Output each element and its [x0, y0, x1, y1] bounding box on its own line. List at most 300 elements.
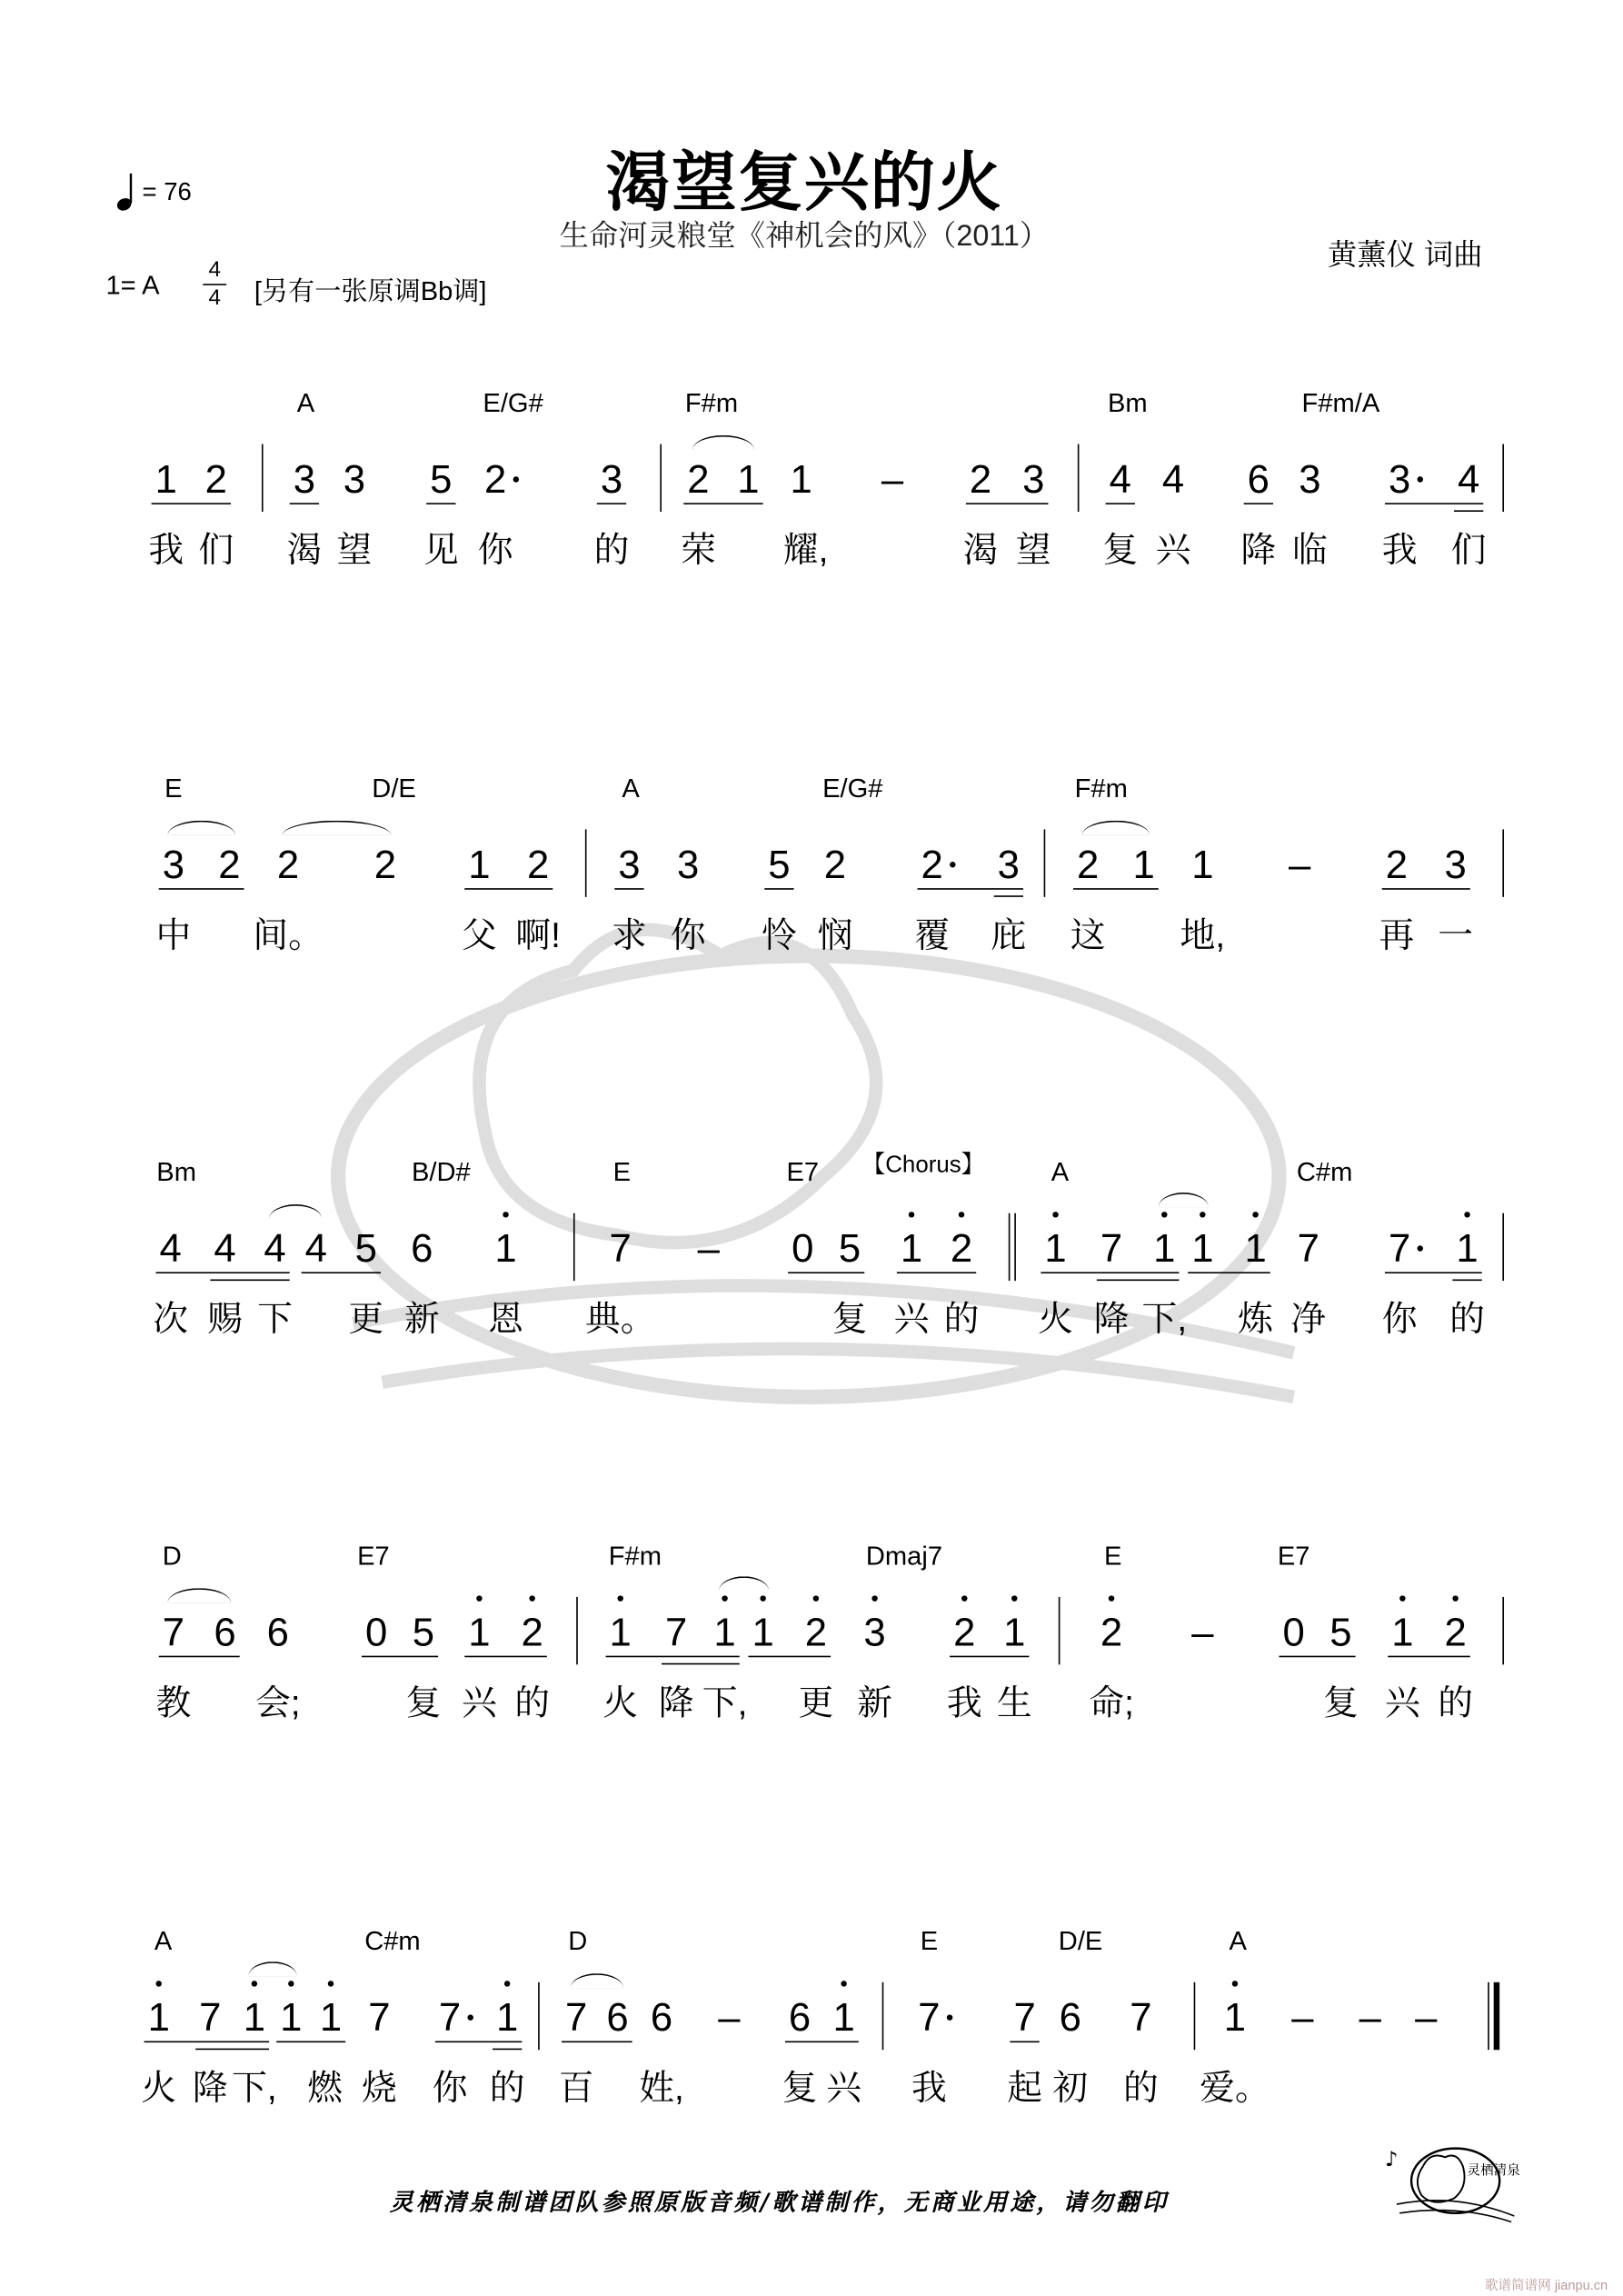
note: 7	[565, 1995, 588, 2040]
tie-arc	[167, 1588, 231, 1602]
underline-beam	[152, 503, 231, 504]
underline-beam	[276, 2041, 345, 2043]
augmentation-dot	[947, 2014, 952, 2020]
note: 0	[364, 1610, 388, 1655]
song-title: 渴望复兴的火	[605, 146, 1003, 220]
note: 1	[1223, 1995, 1247, 2040]
lyric-syllable: 教	[155, 1683, 192, 1724]
lyric-syllable: 会;	[254, 1683, 301, 1724]
tie-arc	[1082, 821, 1150, 835]
lyric-syllable: 的	[593, 531, 630, 571]
dash-extension: –	[1288, 842, 1311, 887]
note: 4	[159, 1226, 182, 1271]
lyric-syllable: 父	[461, 915, 497, 956]
lyric-syllable: 的	[489, 2069, 525, 2109]
note: 2	[969, 457, 992, 502]
lyric-syllable: 降	[1093, 1300, 1130, 1340]
note: 3	[162, 842, 185, 887]
note: 1	[713, 1610, 736, 1655]
lyric-syllable: 中	[155, 915, 192, 956]
key-note: [另有一张原调Bb调]	[254, 276, 487, 306]
note: 7	[368, 1995, 391, 2040]
barline	[1078, 444, 1080, 512]
lyric-syllable: 望	[1015, 531, 1051, 571]
lyric-syllable: 一	[1438, 915, 1474, 956]
note: 2	[1077, 842, 1100, 887]
note: 1	[495, 1995, 519, 2040]
note: 2	[218, 842, 241, 887]
note: 6	[1059, 1995, 1081, 2040]
note: 6	[411, 1226, 433, 1271]
double-barline	[1014, 1213, 1016, 1281]
time-signature-top: 4	[208, 257, 221, 283]
note: 2	[804, 1610, 828, 1655]
lyric-syllable: 初	[1052, 2069, 1089, 2109]
high-octave-dot	[288, 1981, 294, 1986]
underline-beam	[614, 888, 643, 890]
barline	[1502, 1213, 1504, 1281]
lyric-syllable: 兴	[461, 1683, 497, 1724]
high-octave-dot	[871, 1595, 877, 1601]
high-octave-dot	[813, 1595, 819, 1601]
augmentation-dot	[1418, 476, 1423, 482]
lyric-syllable: 啊!	[515, 915, 561, 956]
chord-symbol: D/E	[1058, 1926, 1103, 1956]
underline-beam	[1073, 888, 1159, 890]
underline-beam	[950, 1656, 1029, 1658]
chord-symbol: D	[568, 1926, 588, 1956]
note: 4	[1458, 457, 1480, 502]
note: 2	[1444, 1610, 1467, 1655]
barline	[1044, 829, 1046, 896]
lyric-syllable: 我	[1381, 531, 1418, 571]
note: 2	[823, 842, 847, 887]
note: 2	[1100, 1610, 1123, 1655]
site-watermark: 歌谱简谱网 jianpu.cn	[1484, 2277, 1608, 2293]
logo-text: 灵栖清泉	[1467, 2162, 1520, 2179]
dash-extension: –	[718, 1995, 741, 2040]
underline-beam	[435, 2041, 522, 2043]
note: 6	[266, 1610, 289, 1655]
lyric-syllable: 恩	[488, 1300, 523, 1340]
note: 3	[997, 842, 1020, 887]
lyric-syllable: 净	[1290, 1300, 1327, 1340]
lyric-syllable: 爱。	[1200, 2069, 1270, 2109]
underline-beam	[764, 888, 793, 890]
underline-beam	[1385, 503, 1483, 504]
chord-symbol: D	[162, 1541, 182, 1571]
tempo-marking	[115, 171, 192, 215]
dash-extension: –	[1191, 1610, 1214, 1655]
lyric-syllable: 你	[432, 2069, 468, 2109]
lyric-syllable: 降	[1240, 531, 1277, 571]
high-octave-dot	[476, 1595, 482, 1601]
barline	[1502, 444, 1504, 512]
lyric-syllable: 荣	[681, 531, 716, 571]
underline-beam	[785, 2041, 859, 2043]
lyric-syllable: 见	[423, 531, 459, 571]
augmentation-dot	[950, 862, 955, 867]
barline	[538, 1982, 540, 2050]
barline	[585, 829, 587, 896]
section-label: 【Chorus】	[861, 1153, 985, 1178]
note: 2	[921, 842, 943, 887]
lyric-syllable: 复	[405, 1683, 442, 1724]
note: 1	[468, 842, 491, 887]
high-octave-dot	[909, 1212, 914, 1217]
lyric-syllable: 烧	[361, 2069, 397, 2109]
high-octave-dot	[155, 1981, 161, 1986]
final-barline	[1488, 1982, 1489, 2050]
chord-symbol: E	[612, 1157, 632, 1187]
note: 3	[343, 457, 366, 502]
underline-beam	[1385, 1272, 1482, 1273]
lyric-syllable: 我	[911, 2069, 947, 2109]
lyric-syllable: 我	[946, 1683, 982, 1724]
underline-beam	[159, 1656, 240, 1658]
underline-beam	[788, 1272, 864, 1273]
chord-symbol: A	[622, 773, 640, 804]
lyric-syllable: 望	[336, 531, 373, 571]
note: 7	[1130, 1995, 1152, 2040]
chord-symbol: E7	[357, 1541, 390, 1571]
high-octave-dot	[328, 1981, 334, 1986]
dash-extension: –	[697, 1226, 720, 1271]
lyric-syllable: 炼	[1238, 1300, 1274, 1340]
note: 2	[1385, 842, 1409, 887]
note: 1	[147, 1995, 170, 2040]
high-octave-dot	[841, 1981, 846, 1986]
lyric-syllable: 火	[602, 1683, 639, 1724]
song-source: 生命河灵粮堂《神机会的风》（2011）	[559, 220, 1050, 254]
underline-beam	[1041, 1272, 1179, 1273]
note: 2	[484, 457, 507, 502]
lyric-syllable: 渴	[286, 531, 323, 571]
note: 2	[373, 842, 397, 887]
tie-arc	[248, 1962, 296, 1976]
underline-beam	[302, 1272, 381, 1273]
note: 6	[606, 1995, 629, 2040]
lyric-syllable: 火	[141, 2069, 177, 2109]
chord-symbol: A	[296, 388, 315, 418]
note: 2	[953, 1610, 976, 1655]
note: 5	[412, 1610, 435, 1655]
barline	[1194, 1982, 1196, 2050]
high-octave-dot	[1109, 1595, 1114, 1601]
lyric-syllable: 的	[943, 1300, 980, 1340]
lyric-syllable: 兴	[893, 1300, 930, 1340]
high-octave-dot	[617, 1595, 622, 1601]
note: 6	[214, 1610, 236, 1655]
dash-extension: –	[881, 457, 904, 502]
note: 1	[468, 1610, 491, 1655]
lyric-syllable: 姓,	[639, 2069, 684, 2109]
note: 3	[618, 842, 641, 887]
double-barline	[1009, 1213, 1011, 1281]
copyright-notice: 灵栖清泉制谱团队参照原版音频/歌谱制作，无商业用途，请勿翻印	[389, 2188, 1170, 2217]
chord-symbol: F#m/A	[1301, 388, 1380, 418]
tie-arc	[571, 1973, 623, 1988]
chord-symbol: E/G#	[483, 388, 543, 418]
note: 1	[1044, 1226, 1067, 1271]
note: 3	[1022, 457, 1045, 502]
underline-beam	[210, 1279, 289, 1281]
lyric-syllable: 新	[403, 1300, 440, 1340]
barline	[1059, 1597, 1060, 1664]
augmentation-dot	[1418, 1245, 1423, 1251]
note: 3	[1299, 457, 1321, 502]
note: 6	[788, 1995, 812, 2040]
underline-beam	[195, 2049, 269, 2051]
chord-symbol: F#m	[608, 1541, 662, 1571]
high-octave-dot	[503, 1212, 508, 1217]
note: 6	[1247, 457, 1270, 502]
note: 2	[526, 842, 550, 887]
underline-beam	[1106, 503, 1135, 504]
underline-beam	[597, 503, 626, 504]
note: 2	[204, 457, 227, 502]
note: 1	[1153, 1226, 1176, 1271]
note: 6	[650, 1995, 673, 2040]
note: 5	[430, 457, 453, 502]
chord-symbol: A	[1050, 1157, 1070, 1187]
underline-beam	[897, 1272, 976, 1273]
note: 1	[280, 1995, 303, 2040]
note: 2	[950, 1226, 973, 1271]
lyric-syllable: 求	[612, 915, 647, 956]
chord-symbol: Dmaj7	[865, 1541, 943, 1571]
chord-symbol: D/E	[372, 773, 416, 804]
note: 3	[676, 842, 700, 887]
lyric-syllable: 怜	[762, 915, 797, 956]
note: 5	[768, 842, 791, 887]
lyric-syllable: 复	[1323, 1683, 1359, 1724]
lyric-syllable: 再	[1379, 915, 1415, 956]
high-octave-dot	[1252, 1212, 1258, 1217]
underline-beam	[1452, 1279, 1481, 1281]
underline-beam	[290, 503, 319, 504]
chord-symbol: E	[1103, 1541, 1122, 1571]
note: 7	[609, 1226, 632, 1271]
chord-symbol: B/D#	[411, 1157, 471, 1187]
lyric-syllable: 你	[477, 531, 513, 571]
lyric-syllable: 降	[192, 2069, 228, 2109]
note: 5	[1329, 1610, 1352, 1655]
barline	[262, 444, 264, 512]
tie-arc	[719, 1576, 769, 1591]
chord-symbol: F#m	[1074, 773, 1128, 804]
barline	[576, 1597, 578, 1664]
lyric-syllable: 下	[257, 1300, 293, 1340]
lyric-syllable: 临	[1292, 531, 1328, 571]
underline-beam	[426, 503, 455, 504]
chord-symbol: A	[1229, 1926, 1247, 1956]
lyric-syllable: 兴	[1384, 1683, 1420, 1724]
lyric-syllable: 兴	[1155, 531, 1191, 571]
note: 7	[162, 1610, 185, 1655]
note: 3	[293, 457, 316, 502]
lyric-syllable: 的	[1449, 1300, 1485, 1340]
chord-symbol: E7	[1277, 1541, 1310, 1571]
underline-beam	[662, 1663, 740, 1665]
lyric-syllable: 这	[1070, 915, 1106, 956]
tempo-value: = 76	[142, 177, 192, 206]
underline-beam	[1388, 1656, 1470, 1658]
high-octave-dot	[1399, 1595, 1405, 1601]
svg-text:♪: ♪	[1384, 2148, 1399, 2172]
lyric-syllable: 地,	[1180, 915, 1226, 956]
note: 5	[838, 1226, 861, 1271]
underline-beam	[1244, 503, 1273, 504]
note: 1	[1191, 1226, 1214, 1271]
chord-symbol: Bm	[1108, 388, 1148, 418]
chord-symbol: A	[154, 1926, 173, 1956]
lyric-syllable: 典。	[584, 1300, 656, 1340]
tie-arc	[283, 821, 392, 835]
high-octave-dot	[1052, 1212, 1058, 1217]
lyric-syllable: 耀,	[782, 531, 829, 571]
lyric-syllable: 覆	[914, 915, 951, 956]
underline-beam	[155, 1272, 289, 1273]
lyric-syllable: 新	[857, 1683, 893, 1724]
time-signature	[203, 259, 226, 311]
lingqi-logo-icon	[1382, 2140, 1522, 2228]
lyric-syllable: 命;	[1089, 1683, 1134, 1724]
lyric-syllable: 们	[198, 531, 234, 571]
underline-beam	[362, 1656, 438, 1658]
lyric-syllable: 燃	[307, 2069, 343, 2109]
note: 2	[521, 1610, 543, 1655]
note: 3	[600, 457, 623, 502]
high-octave-dot	[1232, 1981, 1238, 1986]
note: 4	[264, 1226, 286, 1271]
lyric-syllable: 下,	[232, 2069, 277, 2109]
lyric-syllable: 间。	[253, 915, 324, 956]
key-signature: 1= A	[105, 270, 160, 301]
note: 1	[790, 457, 812, 502]
underline-beam	[1279, 1656, 1355, 1658]
barline	[573, 1213, 575, 1281]
lyric-syllable: 复	[1102, 531, 1139, 571]
note: 1	[1132, 842, 1155, 887]
lyric-syllable: 生	[996, 1683, 1032, 1724]
lyric-syllable: 下,	[1141, 1300, 1188, 1340]
underline-beam	[994, 895, 1023, 897]
note: 1	[1003, 1610, 1026, 1655]
dash-extension: –	[1291, 1995, 1314, 2040]
dash-extension: –	[1415, 1995, 1438, 2040]
note: 1	[832, 1995, 855, 2040]
underline-beam	[748, 1656, 831, 1658]
underline-beam	[144, 2041, 270, 2043]
high-octave-dot	[1464, 1212, 1469, 1217]
lyric-syllable: 悯	[817, 915, 853, 956]
note: 1	[1391, 1610, 1414, 1655]
note: 7	[1297, 1226, 1320, 1271]
underline-beam	[1188, 1272, 1270, 1273]
lyric-syllable: 的	[1438, 1683, 1474, 1724]
note: 7	[1388, 1226, 1411, 1271]
tie-arc	[269, 1204, 322, 1219]
high-octave-dot	[1011, 1595, 1017, 1601]
high-octave-dot	[959, 1212, 964, 1217]
note: 1	[1191, 842, 1214, 887]
lyric-syllable: 你	[1381, 1300, 1418, 1340]
chord-symbol: C#m	[364, 1926, 421, 1956]
lyric-syllable: 降	[658, 1683, 694, 1724]
lyric-syllable: 庇	[991, 915, 1027, 956]
barline	[882, 1982, 884, 2050]
note: 1	[154, 457, 177, 502]
barline	[1502, 829, 1504, 896]
note: 7	[438, 1995, 462, 2040]
chord-symbol: C#m	[1296, 1157, 1353, 1187]
lyric-syllable: 赐	[207, 1300, 243, 1340]
note: 1	[243, 1995, 266, 2040]
note: 7	[1100, 1226, 1123, 1271]
lyric-syllable: 的	[1122, 2069, 1159, 2109]
underline-beam	[1382, 888, 1470, 890]
underline-beam	[918, 888, 1023, 890]
underline-beam	[606, 1656, 740, 1658]
lyric-syllable: 我	[148, 531, 184, 571]
lyric-syllable: 百	[558, 2069, 594, 2109]
note: 1	[319, 1995, 343, 2040]
underline-beam	[1010, 2041, 1039, 2043]
note: 1	[494, 1226, 517, 1271]
note: 3	[1444, 842, 1467, 887]
underline-beam	[966, 503, 1049, 504]
note: 1	[1244, 1226, 1267, 1271]
chord-symbol: E	[920, 1926, 939, 1956]
chord-symbol: F#m	[684, 388, 739, 418]
note: 2	[687, 457, 710, 502]
note: 1	[752, 1610, 774, 1655]
chord-symbol: E	[164, 773, 183, 804]
lyric-syllable: 火	[1038, 1300, 1073, 1340]
augmentation-dot	[513, 476, 519, 482]
final-barline-thick	[1494, 1982, 1499, 2050]
chord-symbol: Bm	[156, 1157, 196, 1187]
lyric-syllable: 渴	[962, 531, 999, 571]
high-octave-dot	[504, 1981, 510, 1986]
sheep-watermark-icon	[324, 883, 1352, 1442]
note: 4	[1161, 457, 1185, 502]
chord-symbol: E7	[786, 1157, 820, 1187]
lyric-syllable: 复	[831, 1300, 868, 1340]
underline-beam	[683, 503, 762, 504]
tie-arc	[692, 435, 754, 450]
note: 1	[900, 1226, 923, 1271]
note: 4	[1109, 457, 1131, 502]
barline	[660, 444, 662, 512]
high-octave-dot	[1452, 1595, 1458, 1601]
lyric-syllable: 更	[348, 1300, 384, 1340]
lyric-syllable: 复	[782, 2069, 818, 2109]
tie-arc	[167, 821, 234, 835]
lyric-syllable: 的	[514, 1683, 551, 1724]
high-octave-dot	[1161, 1212, 1167, 1217]
high-octave-dot	[529, 1595, 534, 1601]
high-octave-dot	[760, 1595, 765, 1601]
underline-beam	[562, 2041, 632, 2043]
underline-beam	[1097, 1279, 1180, 1281]
high-octave-dot	[1200, 1212, 1205, 1217]
high-octave-dot	[961, 1595, 967, 1601]
underline-beam	[159, 888, 244, 890]
lyric-syllable: 你	[670, 915, 706, 956]
note: 7	[199, 1995, 222, 2040]
